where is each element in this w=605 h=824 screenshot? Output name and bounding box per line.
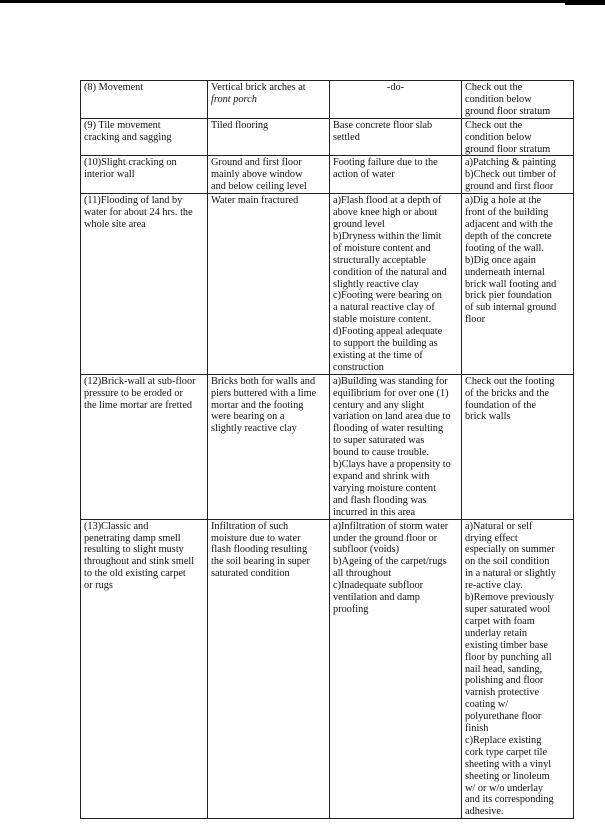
location-cell (208, 374, 330, 519)
action-line: existing timber base (465, 639, 548, 651)
cause-cell (330, 194, 462, 375)
action-cell (462, 156, 574, 194)
cause-line: b)Dryness within the limit (333, 230, 442, 242)
table-row (81, 519, 574, 819)
cause-line: c)Footing were bearing on (333, 290, 442, 302)
action-line: floor by punching all (465, 651, 552, 663)
location-cell (208, 118, 330, 156)
action-line: finish (465, 723, 489, 735)
table-row (81, 156, 574, 194)
action-line: condition below (465, 93, 532, 105)
cause-line: condition of the natural and (333, 266, 447, 278)
defect-line: resulting to slight musty (84, 544, 184, 556)
action-line: footing of the wall. (465, 242, 544, 254)
action-line: b)Remove previously (465, 592, 554, 604)
action-line: underlay retain (465, 627, 528, 639)
page-top-rule (0, 0, 605, 3)
action-line: floor (465, 314, 486, 326)
action-line: a)Dig a hole at the (465, 195, 542, 207)
action-line: ground and first floor (465, 181, 554, 193)
cause-line: above knee high or about (333, 207, 438, 219)
location-line: Water main fractured (211, 195, 299, 207)
defect-line: or rugs (84, 580, 113, 592)
action-line: sheeting with a vinyl (465, 758, 552, 770)
location-line: and below ceiling level (211, 181, 307, 193)
action-line: w/ or w/o underlay (465, 782, 544, 794)
cause-line: slightly reactive clay (333, 278, 419, 290)
cause-line: a)Infiltration of storm water (333, 520, 449, 532)
cause-line: to support the building as (333, 338, 438, 350)
cause-line: existing at the time of (333, 349, 423, 361)
action-line: Check out the (465, 119, 523, 131)
action-line: brick walls (465, 411, 511, 423)
action-line: a)Natural or self (465, 520, 533, 532)
location-line: Ground and first floor (211, 157, 302, 169)
action-line: of the bricks and the (465, 387, 550, 399)
action-line: ground floor stratum (465, 143, 551, 155)
action-cell (462, 118, 574, 156)
action-line: coating w/ (465, 699, 509, 711)
action-line: super saturated wool (465, 603, 551, 615)
cause-line: settled (333, 131, 360, 143)
action-line: varnish protective (465, 687, 540, 699)
defect-line: (12)Brick-wall at sub-floor (84, 375, 196, 387)
location-cell (208, 81, 330, 119)
location-line: were bearing on a (211, 411, 285, 423)
defect-line: interior wall (84, 169, 135, 181)
action-line: adhesive. (465, 806, 504, 818)
cause-line: b)Clays have a propensity to (333, 459, 451, 471)
defect-cell (81, 81, 208, 119)
location-cell (208, 194, 330, 375)
action-line: on the soil condition (465, 556, 550, 568)
defect-line: (10)Slight cracking on (84, 157, 177, 169)
defect-line: water for about 24 hrs. the (84, 207, 193, 219)
cause-cell (330, 374, 462, 519)
action-cell (462, 519, 574, 819)
defects-table (80, 80, 574, 819)
action-line: cork type carpet tile (465, 746, 548, 758)
location-line: mortar and the footing (211, 399, 304, 411)
cause-line: ground level (333, 218, 385, 230)
cause-line: a)Flash flood at a depth of (333, 195, 442, 207)
location-cell (208, 156, 330, 194)
cause-line: flooding of water resulting (333, 423, 444, 435)
defect-line: throughout and stink smell (84, 556, 195, 568)
action-line: ground floor stratum (465, 105, 551, 117)
page-top-rule-end (565, 0, 605, 5)
location-line: Tiled flooring (211, 119, 269, 131)
cause-line: subfloor (voids) (333, 544, 400, 556)
cause-line: to super saturated was (333, 435, 425, 447)
cause-line: bound to cause trouble. (333, 447, 430, 459)
cause-line: all throughout (333, 568, 392, 580)
table-row (81, 374, 574, 519)
cause-line: structurally acceptable (333, 254, 426, 266)
action-line: polishing and floor (465, 675, 544, 687)
cause-line: c)Inadequate subfloor (333, 580, 424, 592)
action-line: Check out the (465, 82, 523, 93)
location-line: saturated condition (211, 568, 290, 580)
action-line: Check out the footing (465, 375, 555, 387)
location-line: piers buttered with a lime (211, 387, 317, 399)
action-line: carpet with foam (465, 615, 535, 627)
defect-line: (8) Movement (84, 82, 144, 93)
defect-cell (81, 374, 208, 519)
action-line: adjacent and with the (465, 218, 553, 230)
cause-line: d)Footing appeal adequate (333, 326, 443, 338)
cause-line: construction (333, 361, 384, 373)
cause-line: century and any slight (333, 399, 425, 411)
location-line: flash flooding resulting (211, 544, 308, 556)
action-line: depth of the concrete (465, 230, 552, 242)
action-line: brick wall footing and (465, 278, 557, 290)
cause-line: proofing (333, 603, 369, 615)
defect-line: cracking and sagging (84, 131, 172, 143)
location-line: Bricks both for walls and (211, 375, 316, 387)
defect-cell (81, 156, 208, 194)
action-line: drying effect (465, 532, 518, 544)
action-line: brick pier foundation (465, 290, 552, 302)
cause-line: varying moisture content (333, 482, 436, 494)
cause-line: of moisture content and (333, 242, 431, 254)
action-line: c)Replace existing (465, 734, 542, 746)
action-line: condition below (465, 131, 532, 143)
location-line: Vertical brick arches at (211, 82, 306, 93)
action-cell (462, 81, 574, 119)
cause-line: and flash flooding was (333, 494, 427, 506)
cause-line: ventilation and damp (333, 592, 420, 604)
cause-cell (330, 118, 462, 156)
cause-line: expand and shrink with (333, 471, 430, 482)
action-line: especially on summer (465, 544, 555, 556)
action-line: of sub internal ground (465, 302, 557, 314)
defect-line: (11)Flooding of land by (84, 195, 183, 207)
cause-cell (330, 81, 462, 119)
defect-line: pressure to be eroded or (84, 387, 183, 399)
cause-line: equilibrium for over one (1) (333, 387, 449, 399)
cause-line: variation on land area due to (333, 411, 451, 423)
table-row (81, 118, 574, 156)
cause-line: -do- (386, 82, 405, 93)
cause-line: b)Ageing of the carpet/rugs (333, 556, 447, 568)
action-line: sheeting or linoleum (465, 770, 550, 782)
action-line: re-active clay. (465, 580, 523, 592)
action-line: in a natural or slightly (465, 568, 556, 580)
defect-line: (13)Classic and (84, 520, 149, 532)
cause-line: action of water (333, 169, 395, 181)
location-line: moisture due to water (211, 532, 301, 544)
location-line: front porch (211, 93, 257, 105)
defect-cell (81, 519, 208, 819)
cause-line: Footing failure due to the (333, 157, 438, 169)
location-line: the soil bearing in super (211, 556, 310, 568)
location-line: slightly reactive clay (211, 423, 297, 435)
table-row (81, 81, 574, 119)
defect-line: (9) Tile movement (84, 119, 161, 131)
action-line: and its corresponding (465, 794, 554, 806)
action-line: a)Patching & painting (465, 157, 556, 169)
cause-line: under the ground floor or (333, 532, 438, 544)
action-cell (462, 374, 574, 519)
table-row (81, 194, 574, 375)
defect-line: to the old existing carpet (84, 568, 186, 580)
defect-cell (81, 194, 208, 375)
defect-line: the lime mortar are fretted (84, 399, 193, 411)
action-line: polyurethane floor (465, 711, 542, 723)
action-line: front of the building (465, 207, 549, 219)
action-line: nail head, sanding, (465, 663, 543, 675)
location-line: mainly above window (211, 169, 303, 181)
cause-line: stable moisture content. (333, 314, 432, 326)
location-cell (208, 519, 330, 819)
action-line: underneath internal (465, 266, 545, 278)
location-line: Infiltration of such (211, 520, 289, 532)
defect-cell (81, 118, 208, 156)
cause-line: a)Building was standing for (333, 375, 448, 387)
action-line: foundation of the (465, 399, 536, 411)
action-line: b)Dig once again (465, 254, 536, 266)
defect-line: whole site area (84, 218, 146, 230)
cause-cell (330, 519, 462, 819)
action-cell (462, 194, 574, 375)
cause-cell (330, 156, 462, 194)
defect-line: penetrating damp smell (84, 532, 181, 544)
defects-table-body (81, 81, 574, 819)
cause-line: a natural reactive clay of (333, 302, 435, 314)
cause-line: Base concrete floor slab (333, 119, 433, 131)
action-line: b)Check out timber of (465, 169, 557, 181)
cause-line: incurred in this area (333, 506, 416, 518)
